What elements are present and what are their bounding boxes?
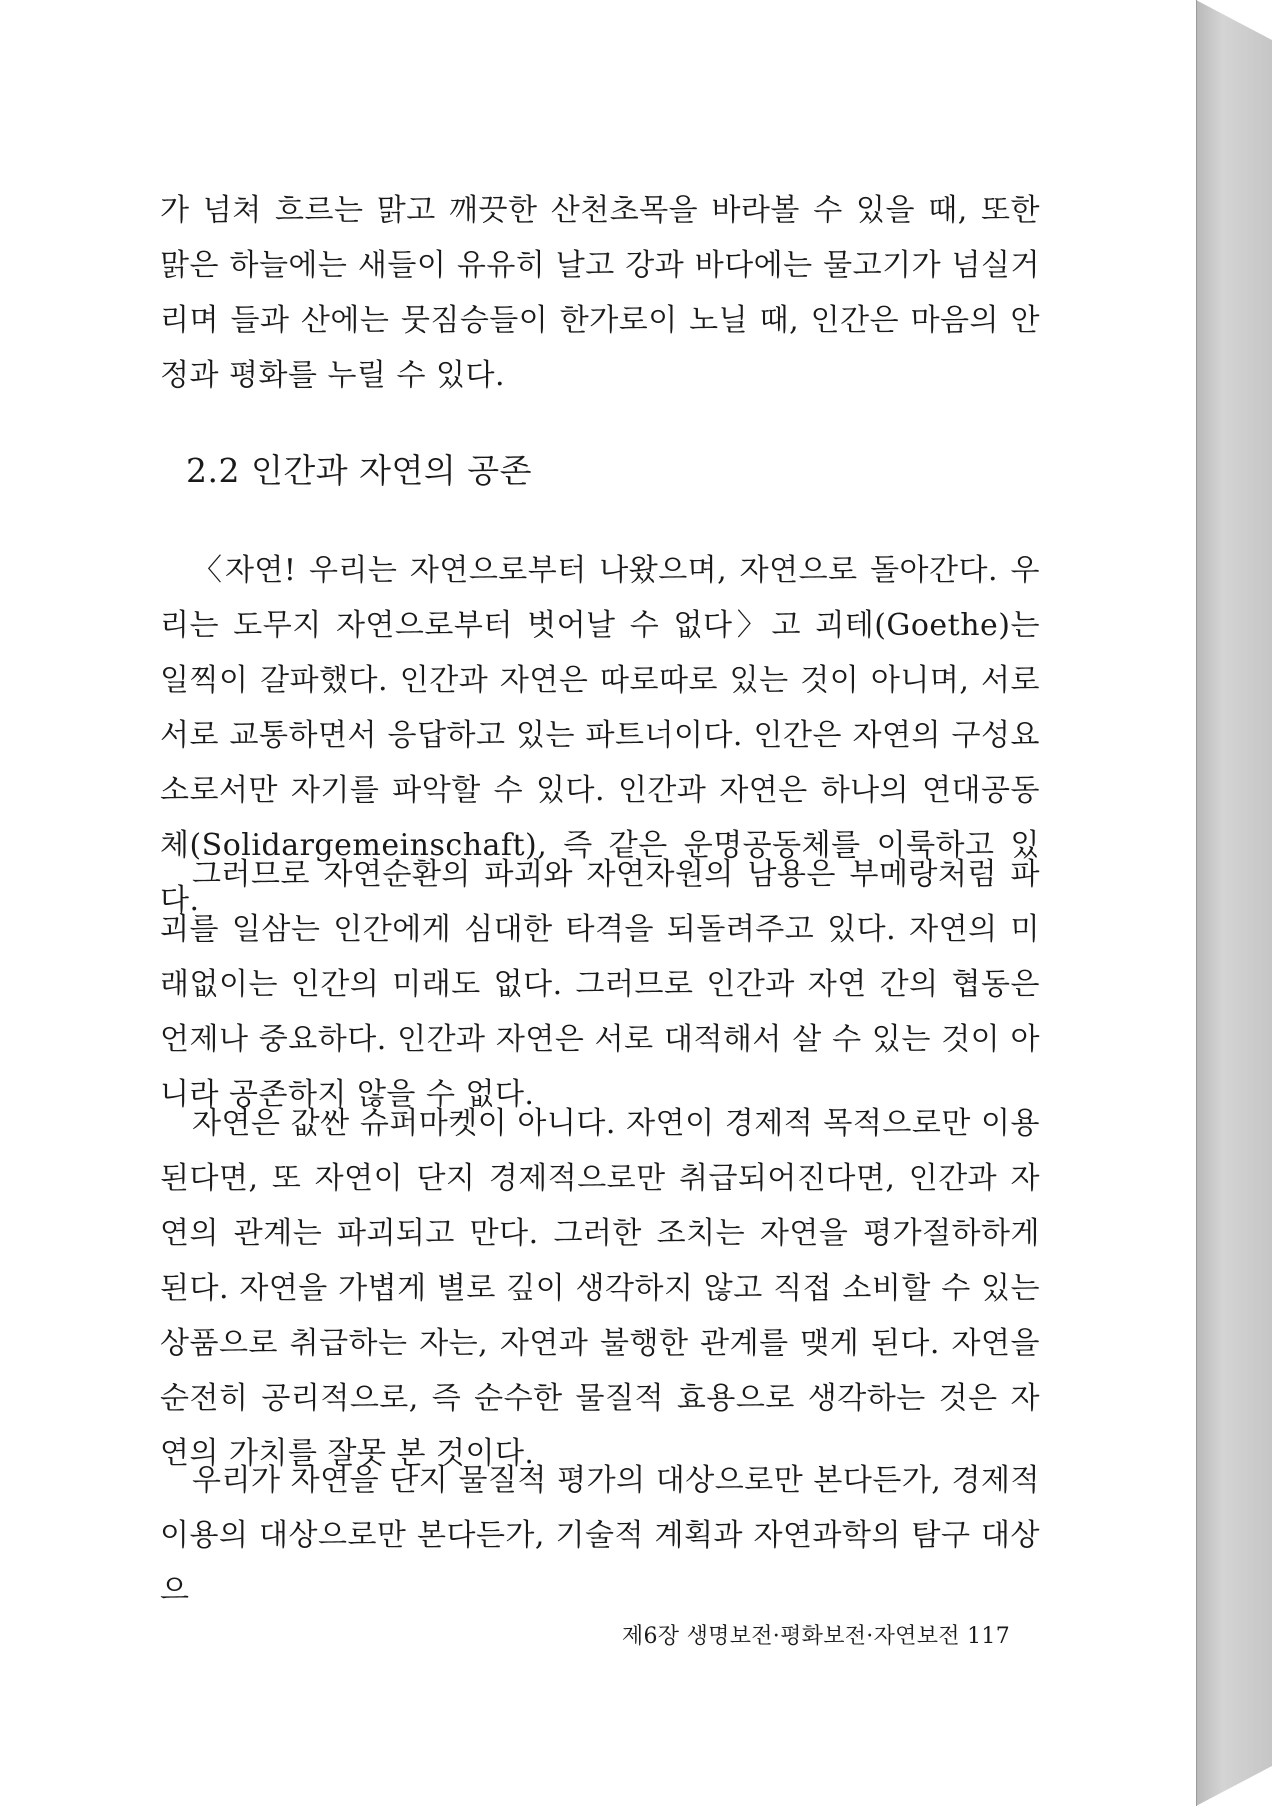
paragraph-continuation: 가 넘쳐 흐르는 맑고 깨끗한 산천초목을 바라볼 수 있을 때, 또한 맑은 하늘에는 새들이 유유히 날고 강과 바다에는 물고기가 넘실거리며 들과 산에는 뭇짐승들이 한가로이 노닐 때, 인간은 마음의 안정과 평화를 누릴 수 있다. (160, 193, 1040, 393)
body-paragraph: 그러므로 자연순환의 파괴와 자연자원의 남용은 부메랑처럼 파괴를 일삼는 인간에게 심대한 타격을 되돌려주고 있다. 자연의 미래없이는 인간의 미래도 없다. 그러므로 인간과 자연 간의 협동은 언제나 중요하다. 인간과 자연은 서로 대적해서 살 수 있는 것이 아니라 공존하지 않을 수 없다. (160, 857, 1040, 1112)
page-edge-thickness (1196, 0, 1272, 1806)
page-edge-line (1196, 0, 1197, 1806)
running-footer: 제6장 생명보전·평화보전·자연보전 117 (621, 1624, 1010, 1649)
body-paragraph: 우리가 자연을 단지 물질적 평가의 대상으로만 본다든가, 경제적 이용의 대상으로만 본다든가, 기술적 계획과 자연과학의 탐구 대상으 (160, 1463, 1040, 1608)
body-paragraph: 〈자연! 우리는 자연으로부터 나왔으며, 자연으로 돌아간다. 우리는 도무지 자연으로부터 벗어날 수 없다〉고 괴테(Goethe)는 일찍이 갈파했다. 인간과 자연은 따로따로 있는 것이 아니며, 서로서로 교통하면서 응답하고 있는 파트너이다. 인간은 자연의 구성요소로서만 자기를 파악할 수 있다. 인간과 자연은 하나의 연대공동체(Solidargemeinschaft), 즉 같은 운명공동체를 이룩하고 있다. (160, 553, 1040, 918)
body-paragraph: 자연은 값싼 슈퍼마켓이 아니다. 자연이 경제적 목적으로만 이용된다면, 또 자연이 단지 경제적으로만 취급되어진다면, 인간과 자연의 관계는 파괴되고 만다. 그러한 조치는 자연을 평가절하하게 된다. 자연을 가볍게 별로 깊이 생각하지 않고 직접 소비할 수 있는 상품으로 취급하는 자는, 자연과 불행한 관계를 맺게 된다. 자연을 순전히 공리적으로, 즉 순수한 물질적 효용으로 생각하는 것은 자연의 가치를 잘못 본 것이다. (160, 1106, 1040, 1471)
section-heading: 2.2 인간과 자연의 공존 (186, 451, 532, 490)
